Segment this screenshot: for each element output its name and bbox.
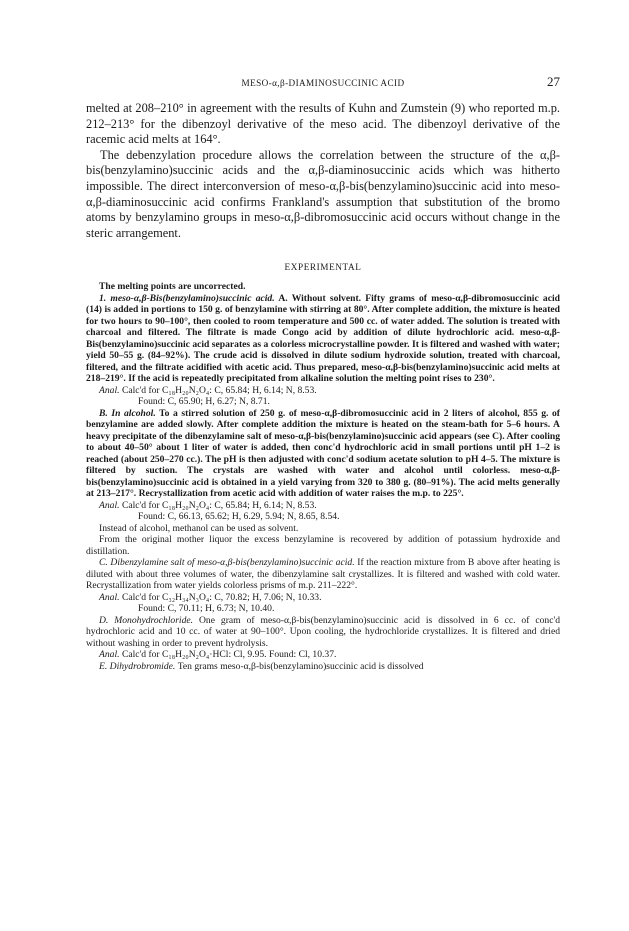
anal-text: Calc'd for C₁₈H₂₀N₂O₄·HCl: Cl, 9.95. Found: Cl, 10.37.: [121, 649, 337, 660]
anal-calc: Calc'd for C₃₂H₃₄N₃O₄: C, 70.82; H, 7.06; N, 10.33.: [121, 591, 322, 603]
analysis-line: [86, 592, 560, 604]
exp-text: From the original mother liquor the excess benzylamine is recovered by addition of potassium hydroxide and distillation.: [86, 534, 560, 557]
anal-found: Found: C, 70.11; H, 6.73; N, 10.40.: [138, 603, 275, 614]
exp-paragraph: [86, 408, 560, 500]
found-line: [86, 396, 560, 408]
anal-label: Anal.: [99, 591, 120, 603]
page-number: 27: [547, 74, 560, 89]
exp-paragraph: [86, 615, 560, 650]
anal-label: Anal.: [99, 499, 120, 511]
exp-label: C. Dibenzylamine salt of meso-α,β-bis(benzylamino)succinic acid.: [99, 557, 355, 568]
exp-paragraph: [86, 557, 560, 592]
found-line: [86, 603, 560, 615]
exp-text: The melting points are uncorrected.: [99, 281, 246, 292]
anal-label: Anal.: [99, 384, 120, 396]
exp-paragraph: [86, 661, 560, 673]
section-heading: EXPERIMENTAL: [284, 262, 362, 272]
exp-paragraph: [86, 293, 560, 385]
analysis-line: [86, 500, 560, 512]
analysis-line: [86, 385, 560, 397]
exp-sublabel: A. Without solvent.: [278, 292, 362, 304]
exp-text: One gram of meso-α,β-bis(benzylamino)succinic acid is dissolved in 6 cc. of conc'd hydrochloric acid and 10 cc. of water at 90–100°. Upon cooling, the hydrochloride crystallizes. It is filtered and dried without washing in order to prevent hydrolysis.: [86, 614, 560, 649]
intro-paragraph: melted at 208–210° in agreement with the results of Kuhn and Zumstein (9) who reported m.p. 212–213° for the dibenzoyl derivative of the meso acid. The dibenzoyl derivative of the racemic acid melts at 164°.: [86, 101, 560, 147]
exp-paragraph: [86, 523, 560, 535]
exp-text: Ten grams meso-α,β-bis(benzylamino)succinic acid is dissolved: [177, 660, 424, 672]
anal-found: Found: C, 66.13, 65.62; H, 6.29, 5.94; N, 8.65, 8.54.: [138, 511, 340, 522]
exp-text: Instead of alcohol, methanol can be used as solvent.: [99, 522, 299, 534]
experimental-text: [86, 281, 560, 672]
running-head: MESO-α,β-DIAMINOSUCCINIC ACID: [241, 78, 405, 88]
exp-label: D. Monohydrochloride.: [99, 614, 194, 626]
anal-found: Found: C, 65.90; H, 6.27; N, 8.71.: [138, 396, 270, 407]
exp-label: B. In alcohol.: [99, 407, 156, 419]
found-line: [86, 511, 560, 523]
exp-text: Fifty grams of meso-α,β-dibromosuccinic acid (14) is added in portions to 150 g. of benzylamine with stirring at 80°. After complete addition, the mixture is heated for two hours to 90–100°, then cooled to room temperature and 500 cc. of water added. The solution is treated with charcoal and filtered. The filtrate is made Congo acid by addition of dilute hydrochloric acid. meso-α,β-Bis(benzylamino)succinic acid separates as a colorless microcrystalline powder. It is filtered and washed with water; yield 50–55 g. (84–92%). The crude acid is dissolved in dilute sodium hydroxide solution, treated with charcoal, filtered, and the filtrate acidified with acetic acid. Thus prepared, meso-α,β-bis(benzylamino)succinic acid melts at 218–219°. If the acid is repeatedly precipitated from alkaline solution the melting point rises to 230°.: [86, 292, 560, 384]
exp-paragraph: [86, 281, 560, 293]
exp-text: To a stirred solution of 250 g. of meso-α,β-dibromosuccinic acid in 2 liters of alcohol, 855 g. of benzylamine are added slowly. After complete addition the mixture is heated on the steam-bath for 5–6 hours. A heavy precipitate of the dibenzylamine salt of meso-α,β-bis(benzylamino)succinic acid appears (see C). After cooling to about 40–50° about 1 liter of water is added, then conc'd hydrochloric acid in small portions until pH 1–2 is reached (about 250–270 cc.). The pH is then adjusted with conc'd sodium acetate solution to pH 4–5. The mixture is filtered by suction. The crystals are washed with water and alcohol until colorless. meso-α,β-bis(benzylamino)succinic acid is obtained in a yield varying from 320 to 380 g. (80–91%). The acid melts generally at 213–217°. Recrystallization from acetic acid with addition of water raises the m.p. to 225°.: [86, 407, 560, 499]
anal-calc: Calc'd for C₁₈H₂₀N₂O₄: C, 65.84; H, 6.14; N, 8.53.: [121, 384, 317, 396]
anal-calc: Calc'd for C₁₈H₂₀N₂O₄: C, 65.84; H, 6.14; N, 8.53.: [121, 499, 317, 511]
exp-label: E. Dihydrobromide.: [99, 660, 176, 672]
intro-paragraph: The debenzylation procedure allows the correlation between the structure of the α,β-bis(benzylamino)succinic acids and the α,β-diaminosuccinic acids which was hitherto impossible. The direct interconversion of meso-α,β-bis(benzylamino)succinic acid into meso-α,β-diaminosuccinic acid confirms Frankland's assumption that substitution of the bromo atoms by benzylamino groups in meso-α,β-dibromosuccinic acid occurs without change in the steric arrangement.: [86, 147, 560, 240]
intro-text: [86, 101, 560, 241]
exp-text: If the reaction mixture from B above after heating is diluted with about three volumes of water, the dibenzylamine salt crystallizes. It is filtered and washed with cold water. Recrystallization from water yields colorless prisms of m.p. 211–222°.: [86, 557, 560, 591]
exp-paragraph: [86, 534, 560, 557]
exp-label: 1. meso-α,β-Bis(benzylamino)succinic acid.: [99, 292, 275, 304]
anal-label: Anal.: [99, 649, 120, 660]
analysis-line: [86, 649, 560, 661]
